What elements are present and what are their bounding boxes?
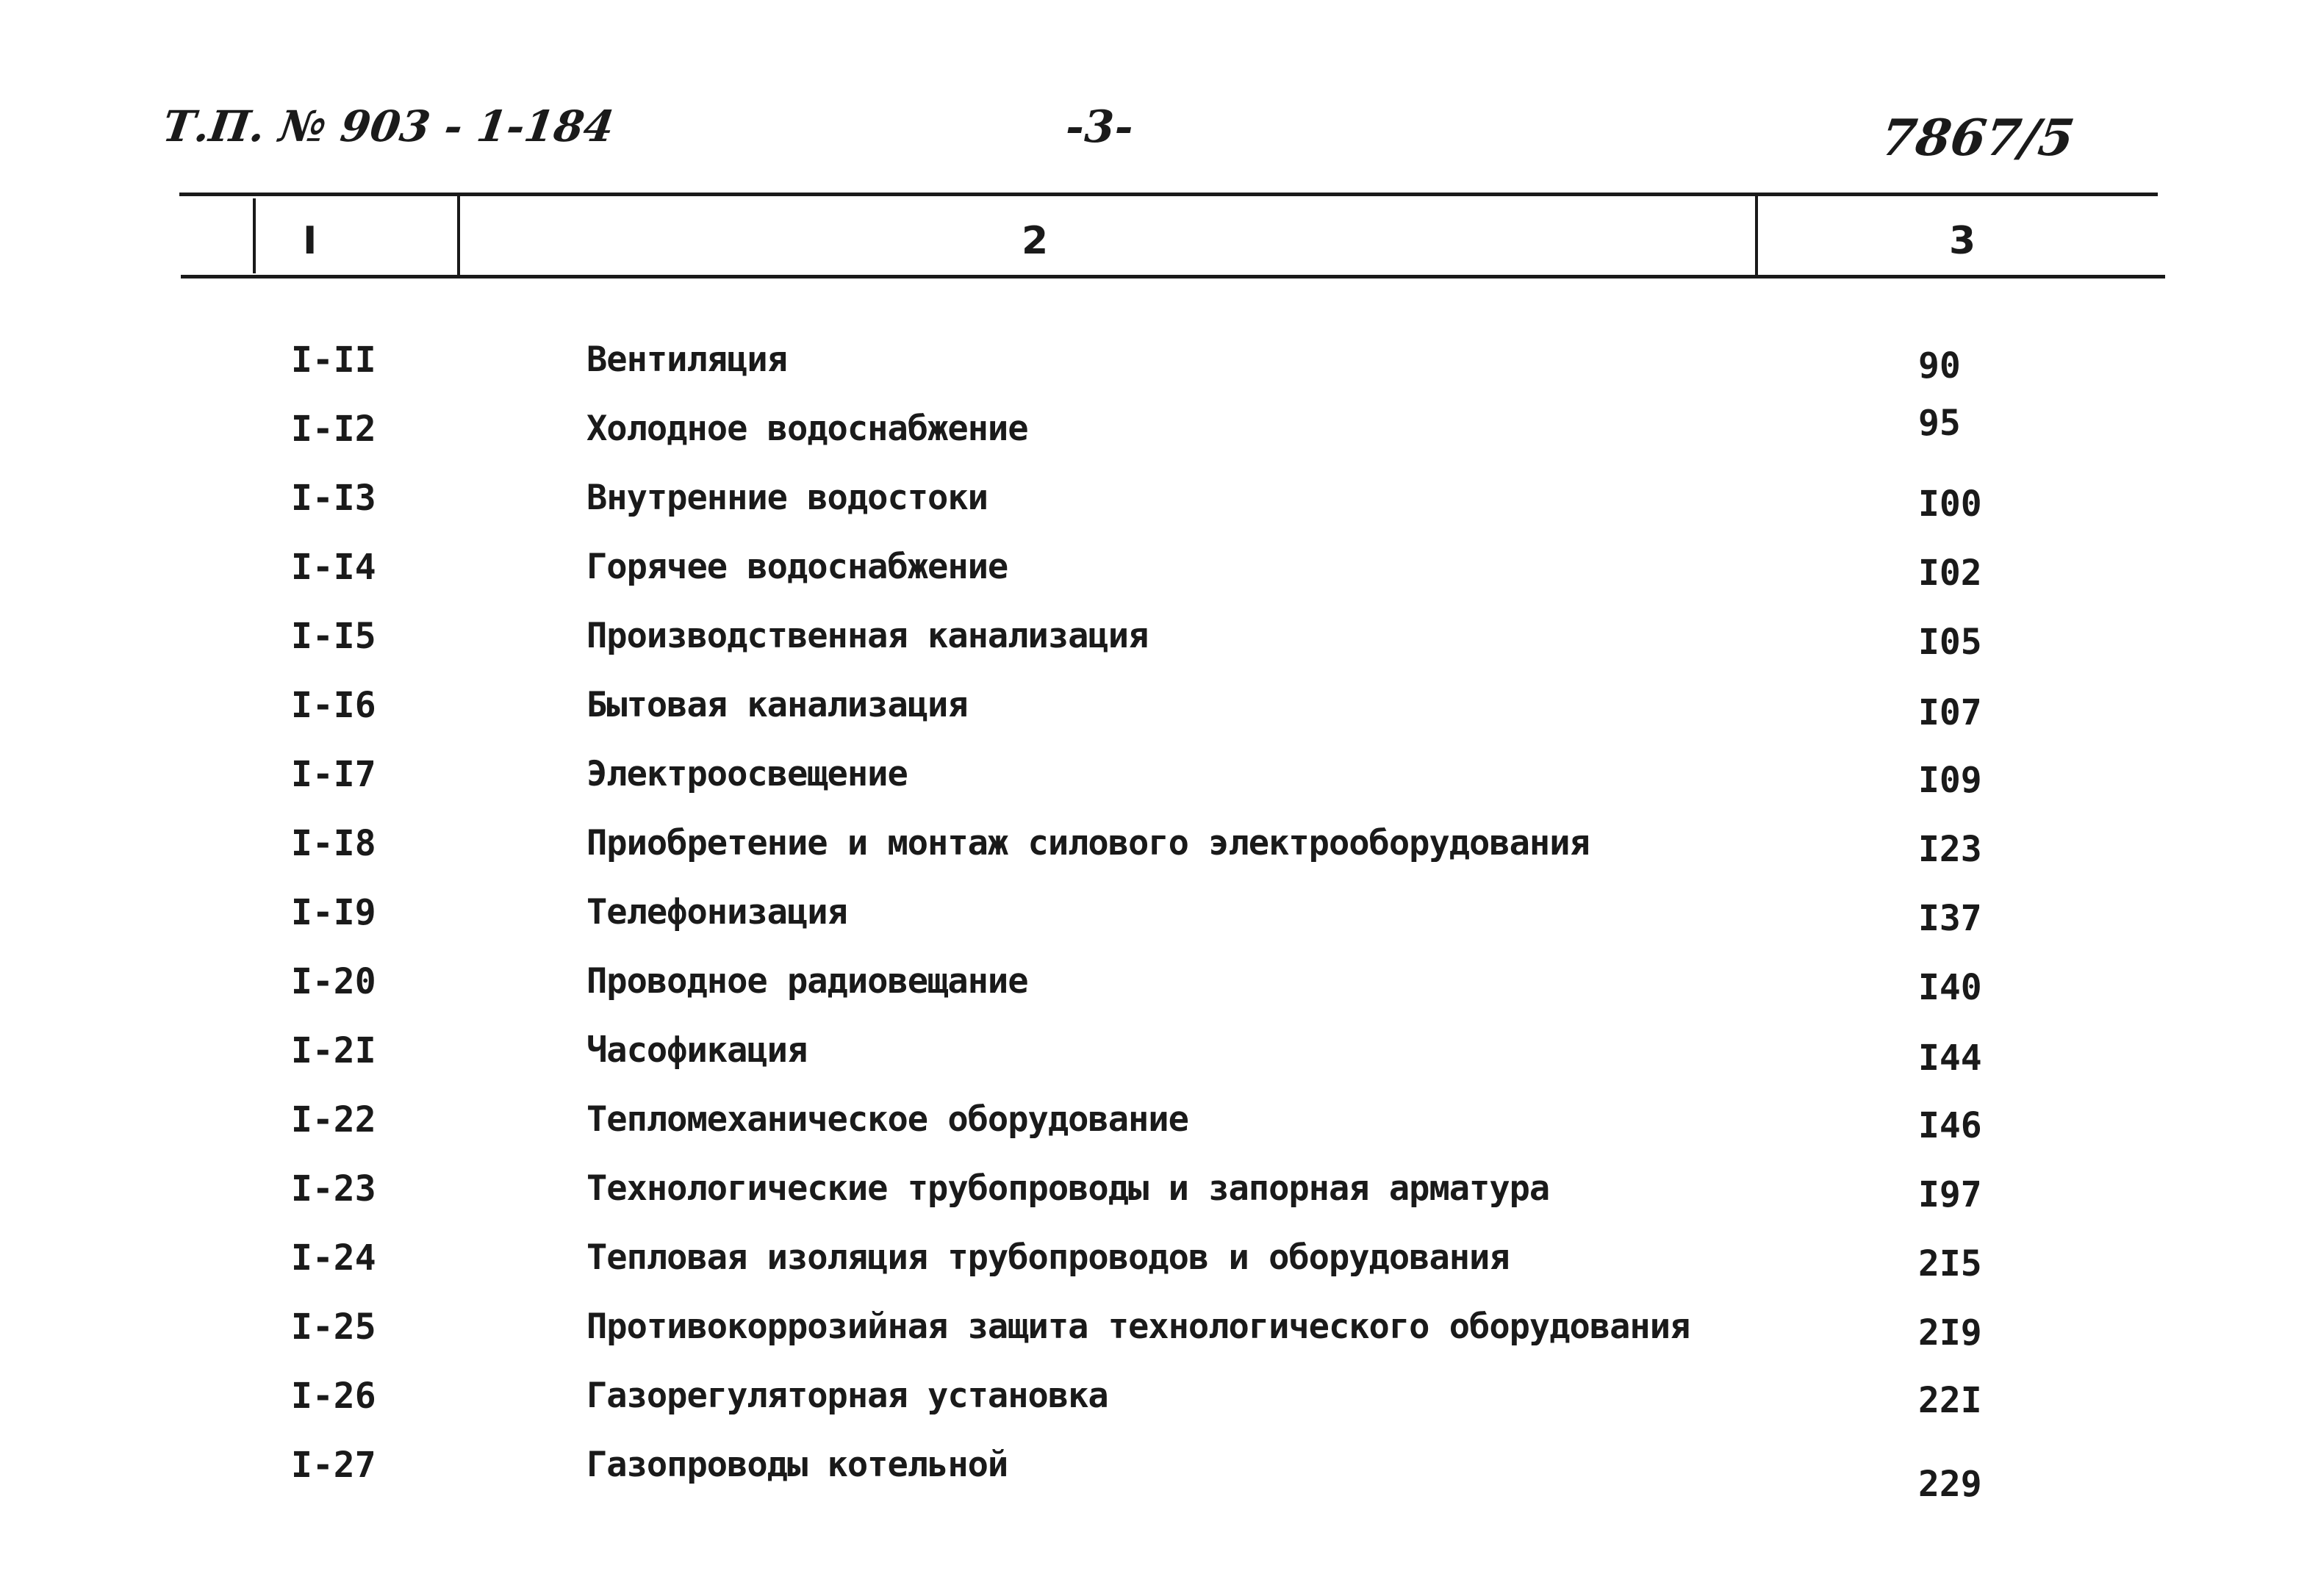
table-row [0,961,2318,1020]
table-row [0,1445,2318,1503]
row-number: I-23 [291,1168,376,1209]
row-number: I-I5 [291,616,376,657]
row-page: I97 [1918,1174,1982,1215]
row-page: I46 [1918,1105,1982,1146]
row-title: Телефонизация [586,892,847,932]
page-number: -3- [1066,101,1133,153]
row-title: Газорегуляторная установка [586,1376,1108,1416]
row-title: Вентиляция [586,339,787,380]
row-number: I-I7 [291,754,376,795]
row-number: I-II [291,339,376,381]
row-number: I-25 [291,1306,376,1348]
row-page: I37 [1918,898,1982,939]
row-title: Горячее водоснабжение [586,547,1008,587]
row-title: Противокоррозийная защита технологического оборудования [586,1306,1690,1347]
table-row [0,339,2318,398]
column-header-title: 2 [1022,219,1049,263]
row-page: 22I [1918,1380,1982,1421]
document-code: Т.П. № 903 - 1-184 [159,101,617,151]
table-row [0,685,2318,744]
row-title: Часофикация [586,1030,808,1071]
table-row [0,892,2318,951]
row-title: Тепловая изоляция трубопроводов и оборудования [586,1237,1510,1278]
row-number: I-I3 [291,478,376,519]
row-page: I05 [1918,622,1982,663]
table-row [0,547,2318,605]
row-page: I44 [1918,1038,1982,1079]
row-page: I40 [1918,967,1982,1008]
row-page: 95 [1918,403,1961,444]
column-header-page: 3 [1949,219,1976,263]
row-number: I-2I [291,1030,376,1071]
row-title: Тепломеханическое оборудование [586,1099,1188,1140]
row-number: I-I2 [291,409,376,450]
row-title: Производственная канализация [586,616,1149,656]
row-number: I-20 [291,961,376,1002]
row-title: Внутренние водостоки [586,478,988,518]
table-row [0,1237,2318,1296]
table-row [0,616,2318,675]
row-page: 2I9 [1918,1312,1982,1354]
row-number: I-I4 [291,547,376,588]
table-row [0,1030,2318,1089]
row-title: Электроосвещение [586,754,908,794]
row-number: I-22 [291,1099,376,1140]
row-number: I-I6 [291,685,376,726]
table-row [0,1306,2318,1365]
row-title: Приобретение и монтаж силового электрооборудования [586,823,1590,863]
table-row [0,403,2318,467]
table-row [0,1376,2318,1434]
row-number: I-I8 [291,823,376,864]
row-page: 90 [1918,345,1961,387]
sheet-code: 7867/5 [1877,109,2078,168]
row-title: Проводное радиовещание [586,961,1028,1002]
row-number: I-24 [291,1237,376,1279]
row-page: 229 [1918,1464,1982,1505]
table-row [0,754,2318,813]
row-page: I23 [1918,829,1982,870]
row-title: Холодное водоснабжение [586,409,1028,449]
row-title: Технологические трубопроводы и запорная арматура [586,1168,1550,1209]
table-row [0,823,2318,882]
row-title: Газопроводы котельной [586,1445,1008,1485]
table-row [0,478,2318,536]
row-number: I-I9 [291,892,376,933]
table-row [0,1099,2318,1158]
table-row [0,1168,2318,1227]
row-page: I07 [1918,692,1982,733]
row-page: 2I5 [1918,1243,1982,1284]
row-page: I00 [1918,484,1982,525]
row-page: I02 [1918,553,1982,594]
row-number: I-27 [291,1445,376,1486]
row-page: I09 [1918,760,1982,801]
row-title: Бытовая канализация [586,685,968,725]
row-number: I-26 [291,1376,376,1417]
column-header-number: I [303,219,317,263]
